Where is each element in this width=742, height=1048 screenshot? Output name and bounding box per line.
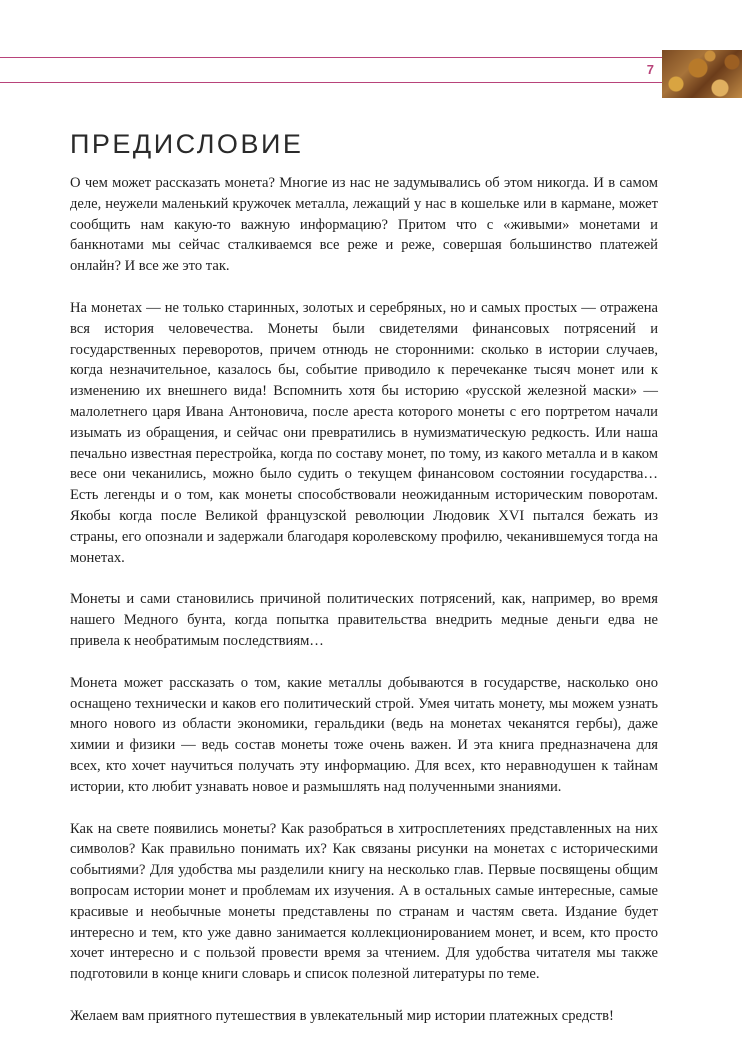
- coins-corner-image: [662, 50, 742, 98]
- header-bottom-rule: [0, 82, 662, 83]
- header-top-rule: [0, 57, 662, 58]
- paragraph-6: Желаем вам приятного путешествия в увлекательный мир истории платежных средств!: [70, 1007, 614, 1024]
- paragraph-5: Как на свете появились монеты? Как разобраться в хитросплетениях представленных на них символов? Как правильно понимать их? Как связаны рисунки на монетах с историческими событиями? Для удобства мы разделили книгу на несколько глав. Первые посвящены общим вопросам истории монет и проблемам их изучения. А в остальных самые интересные, самые красивые и необычные монеты представлены по странам и частям света. Издание будет интересно и тем, кто уже давно занимается коллекционированием монет, и всем, кто просто хочет интересно и с пользой провести время за чтением. Для удобства читателя мы также подготовили в конце книги словарь и список полезной литературы по теме.: [70, 820, 658, 983]
- paragraph-2: На монетах — не только старинных, золотых и серебряных, но и самых простых — отражена вся история человечества. Монеты были свидетелями финансовых потрясений и государственных переворотов, причем отнюдь не сторонними: сколько в истории случаев, когда незначительное, казалось бы, событие приводило к перечеканке тысяч монет или к изменению их внешнего вида! Вспомнить хотя бы историю «русской железной маски» — малолетнего царя Ивана Антоновича, после ареста которого монеты с его портретом начали изымать из обращения, и сейчас они превратились в нумизматическую редкость. Или наша печально известная перестройка, когда по составу монет, по тому, из какого металла и в каком весе они чеканились, можно было судить о текущем финансовом состоянии государства… Есть легенды и о том, как монеты способствовали неожиданным историческим поворотам. Якобы когда после Великой французской революции Людовик XVI пытался бежать из страны, его опознали и задержали благодаря королевскому профилю, чеканившемуся тогда на монетах.: [70, 299, 658, 566]
- page-title: ПРЕДИСЛОВИЕ: [70, 129, 304, 159]
- paragraph-3: Монеты и сами становились причиной политических потрясений, как, например, во время нашего Медного бунта, когда попытка правительства внедрить медные деньги едва не привела к необратимым последствиям…: [70, 591, 658, 649]
- paragraph-1: О чем может рассказать монета? Многие из нас не задумывались об этом никогда. И в самом деле, неужели маленький кружочек металла, лежащий у нас в кошельке или в кармане, может сообщить нам какую-то важную информацию? Притом что с «живыми» монетами и банкнотами мы сейчас сталкиваемся все реже и реже, совершая большинство платежей онлайн? И все же это так.: [70, 175, 658, 275]
- paragraph-4: Монета может рассказать о том, какие металлы добываются в государстве, насколько оно оснащено технически и каков его политический строй. Умея читать монету, мы можем узнать много нового из области экономики, геральдики (ведь на монетах чеканятся гербы), даже химии и физики — ведь состав монеты тоже очень важен. И эта книга предназначена для всех, кто хочет научиться получать эту информацию. Для всех, кто неравнодушен к тайнам истории, кто любит узнавать новое и размышлять над полученными знаниями.: [70, 674, 658, 795]
- page-number: 7: [646, 62, 654, 77]
- body-text: [70, 173, 658, 1048]
